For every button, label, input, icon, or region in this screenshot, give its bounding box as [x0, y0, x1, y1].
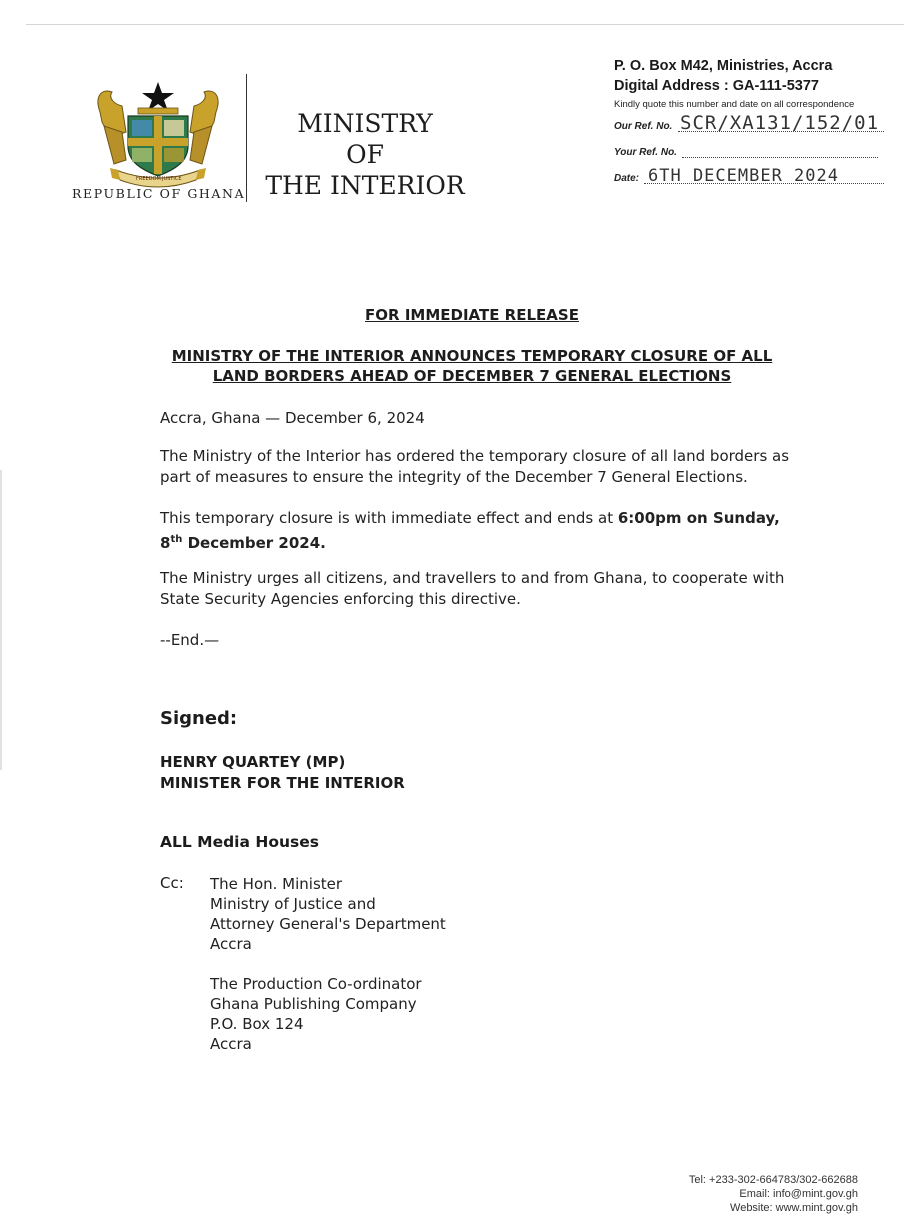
paragraph-line: The Ministry urges all citizens, and travellers to and from Ghana, to cooperate with [160, 569, 785, 587]
cc-recipient-2 [210, 974, 422, 1054]
top-rule [26, 24, 904, 25]
republic-of-ghana-label: REPUBLIC OF GHANA [72, 186, 246, 201]
signatory-title: MINISTER FOR THE INTERIOR [160, 774, 405, 792]
paragraph-line: State Security Agencies enforcing this directive. [160, 590, 521, 608]
crest-motto-left: FREEDOM [136, 176, 161, 182]
reference-note: Kindly quote this number and date on all correspondence [614, 99, 855, 110]
ministry-title-line: MINISTRY [297, 109, 433, 138]
footer-tel: Tel: +233-302-664783/302-662688 [688, 1174, 858, 1186]
letterhead-divider [246, 74, 247, 202]
headline-line: LAND BORDERS AHEAD OF DECEMBER 7 GENERAL ELECTIONS [212, 367, 732, 385]
end-marker [160, 630, 800, 651]
signatory [160, 752, 405, 794]
headline [0, 346, 904, 386]
your-ref-label: Your Ref. No. [614, 147, 677, 158]
cc-line: Ministry of Justice and [210, 895, 376, 913]
closure-end-day: 8 [160, 534, 171, 552]
paragraph-line: part of measures to ensure the integrity of the December 7 General Elections. [160, 468, 748, 486]
digital-address: Digital Address : GA-111-5377 [614, 78, 819, 94]
ministry-title-line: THE INTERIOR [265, 171, 465, 200]
cc-line: Accra [210, 1035, 252, 1053]
closure-end-time: 6:00pm on Sunday, [617, 509, 780, 527]
contact-footer [689, 1173, 858, 1215]
cc-line: Attorney General's Department [210, 915, 446, 933]
our-ref-value: SCR/XA131/152/01 [680, 112, 880, 134]
paragraph-1 [160, 446, 800, 488]
dateline-text: Accra, Ghana — December 6, 2024 [160, 409, 425, 427]
footer-website: Website: www.mint.gov.gh [730, 1202, 858, 1214]
ministry-title [252, 108, 478, 201]
cc-line: The Hon. Minister [210, 875, 343, 893]
recipient: ALL Media Houses [160, 833, 319, 851]
paragraph-line: The Ministry of the Interior has ordered the temporary closure of all land borders as [160, 447, 790, 465]
your-ref-row [614, 136, 894, 162]
our-ref-row [614, 110, 894, 136]
date-label: Date: [614, 173, 640, 184]
cc-line: Accra [210, 935, 252, 953]
ordinal-suffix: th [170, 534, 183, 545]
paragraph-2 [160, 508, 800, 554]
date-row [614, 162, 894, 188]
release-heading: FOR IMMEDIATE RELEASE [365, 306, 579, 324]
crest-motto-right: JUSTICE [162, 176, 182, 182]
cc-line: Ghana Publishing Company [210, 995, 417, 1013]
cc-label: Cc: [160, 874, 184, 892]
closure-end-date: December 2024. [182, 534, 326, 552]
ministry-title-line: OF [346, 140, 384, 169]
your-ref-line [682, 157, 878, 158]
signatory-name: HENRY QUARTEY (MP) [160, 753, 346, 771]
signed-label: Signed: [160, 708, 238, 729]
date-value: 6TH DECEMBER 2024 [648, 166, 839, 186]
our-ref-label: Our Ref. No. [614, 121, 673, 132]
dateline [160, 408, 800, 429]
paragraph-3 [160, 568, 800, 610]
cc-recipient-1 [210, 874, 446, 954]
ghana-coat-of-arms [92, 76, 224, 188]
paragraph-text: This temporary closure is with immediate effect and ends at [160, 509, 618, 527]
cc-line: The Production Co-ordinator [210, 975, 422, 993]
cc-line: P.O. Box 124 [210, 1015, 304, 1033]
end-text: --End.— [160, 631, 220, 649]
address-block [614, 56, 894, 188]
footer-email: Email: info@mint.gov.gh [739, 1188, 858, 1200]
scan-edge [0, 470, 2, 770]
po-box: P. O. Box M42, Ministries, Accra [614, 58, 833, 74]
headline-line: MINISTRY OF THE INTERIOR ANNOUNCES TEMPORARY CLOSURE OF ALL [171, 347, 773, 365]
